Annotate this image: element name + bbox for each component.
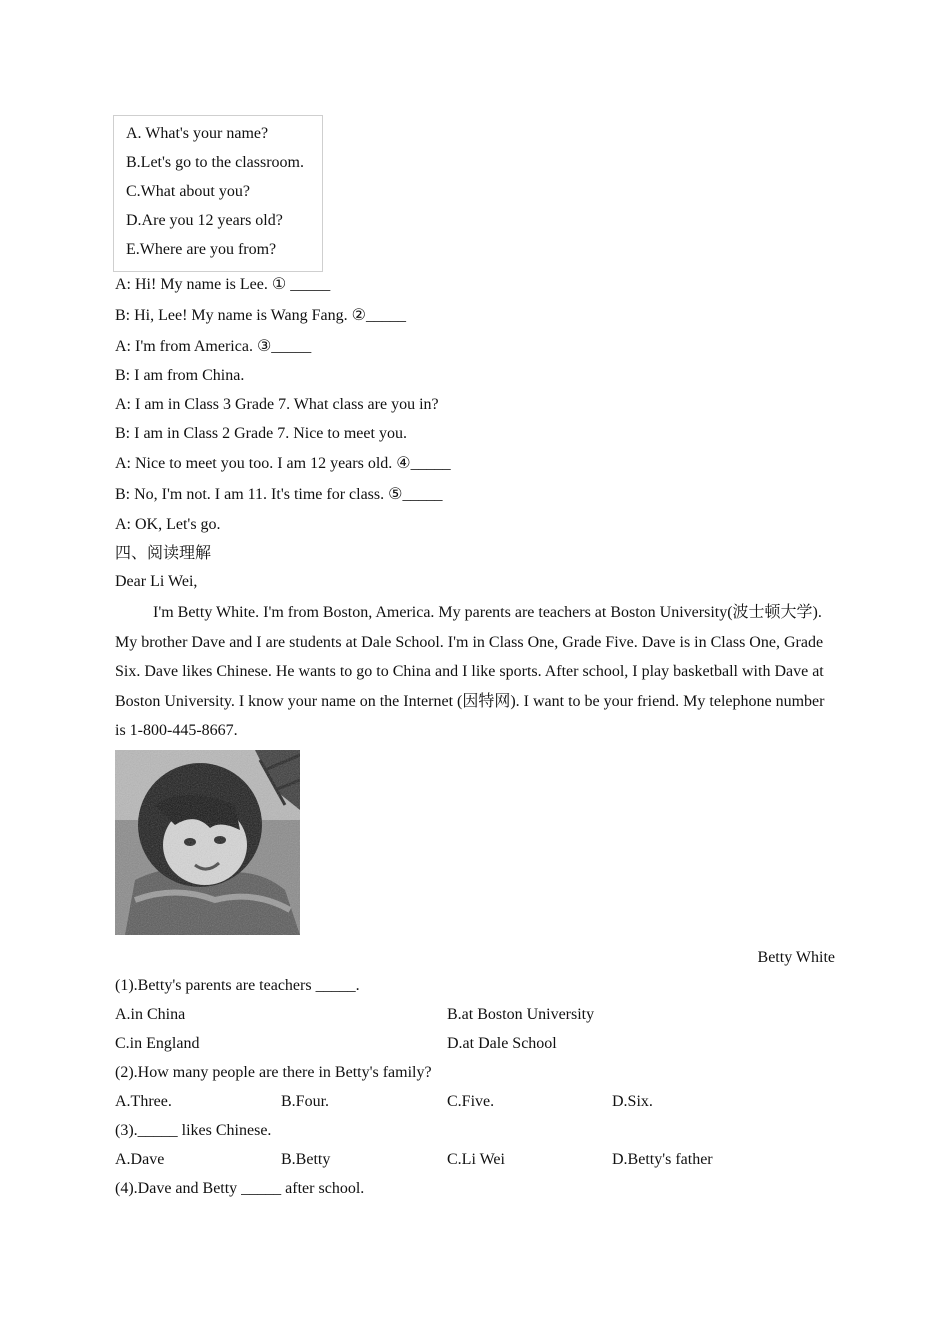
dialogue-line-3: A: I'm from America. ③_____ (115, 338, 312, 355)
letter-signature: Betty White (757, 949, 835, 966)
question-3-option-a: A.Dave (115, 1151, 165, 1168)
dialogue-line-1: A: Hi! My name is Lee. ① _____ (115, 276, 331, 293)
dialogue-line-8: B: No, I'm not. I am 11. It's time for class. ⑤_____ (115, 486, 443, 503)
question-2-option-d: D.Six. (612, 1093, 653, 1110)
option-a: A. What's your name? (126, 125, 269, 142)
question-2-stem: (2).How many people are there in Betty's family? (115, 1064, 432, 1081)
question-4-stem: (4).Dave and Betty _____ after school. (115, 1180, 365, 1197)
question-1-option-c: C.in England (115, 1035, 200, 1052)
dialogue-line-9: A: OK, Let's go. (115, 516, 221, 533)
letter-greeting: Dear Li Wei, (115, 573, 198, 590)
question-1-option-b: B.at Boston University (447, 1006, 595, 1023)
question-3-option-d: D.Betty's father (612, 1151, 713, 1168)
betty-photo (115, 750, 300, 935)
question-2-option-c: C.Five. (447, 1093, 495, 1110)
girl-portrait-icon (115, 750, 300, 935)
question-1-stem: (1).Betty's parents are teachers _____. (115, 977, 360, 994)
options-box (113, 115, 323, 272)
question-1-option-a: A.in China (115, 1006, 186, 1023)
section-heading: 四、阅读理解 (115, 545, 212, 562)
dialogue-line-5: A: I am in Class 3 Grade 7. What class are you in? (115, 396, 439, 413)
question-2-option-a: A.Three. (115, 1093, 172, 1110)
option-c: C.What about you? (126, 183, 250, 200)
question-1-option-d: D.at Dale School (447, 1035, 557, 1052)
question-3-option-c: C.Li Wei (447, 1151, 505, 1168)
dialogue-line-7: A: Nice to meet you too. I am 12 years old. ④_____ (115, 455, 451, 472)
option-e: E.Where are you from? (126, 241, 277, 258)
question-3-stem: (3)._____ likes Chinese. (115, 1122, 272, 1139)
option-b: B.Let's go to the classroom. (126, 154, 304, 171)
option-d: D.Are you 12 years old? (126, 212, 283, 229)
dialogue-line-6: B: I am in Class 2 Grade 7. Nice to meet you. (115, 425, 407, 442)
question-2-option-b: B.Four. (281, 1093, 330, 1110)
question-3-option-b: B.Betty (281, 1151, 331, 1168)
dialogue-line-4: B: I am from China. (115, 367, 245, 384)
dialogue-line-2: B: Hi, Lee! My name is Wang Fang. ②_____ (115, 307, 406, 324)
letter-body: I'm Betty White. I'm from Boston, America. My parents are teachers at Boston University(波士顿大学). My brother Dave and I are students at Dale School. I'm in Class One, Grade Five. Dave is in Class One, Grade Six. Dave likes Chinese. He wants to go to China and I like sports. After school, I play basketball with Dave at Boston University. I know your name on the Internet (因特网). I want to be your friend. My telephone number is 1-800-445-8667. (115, 604, 825, 739)
